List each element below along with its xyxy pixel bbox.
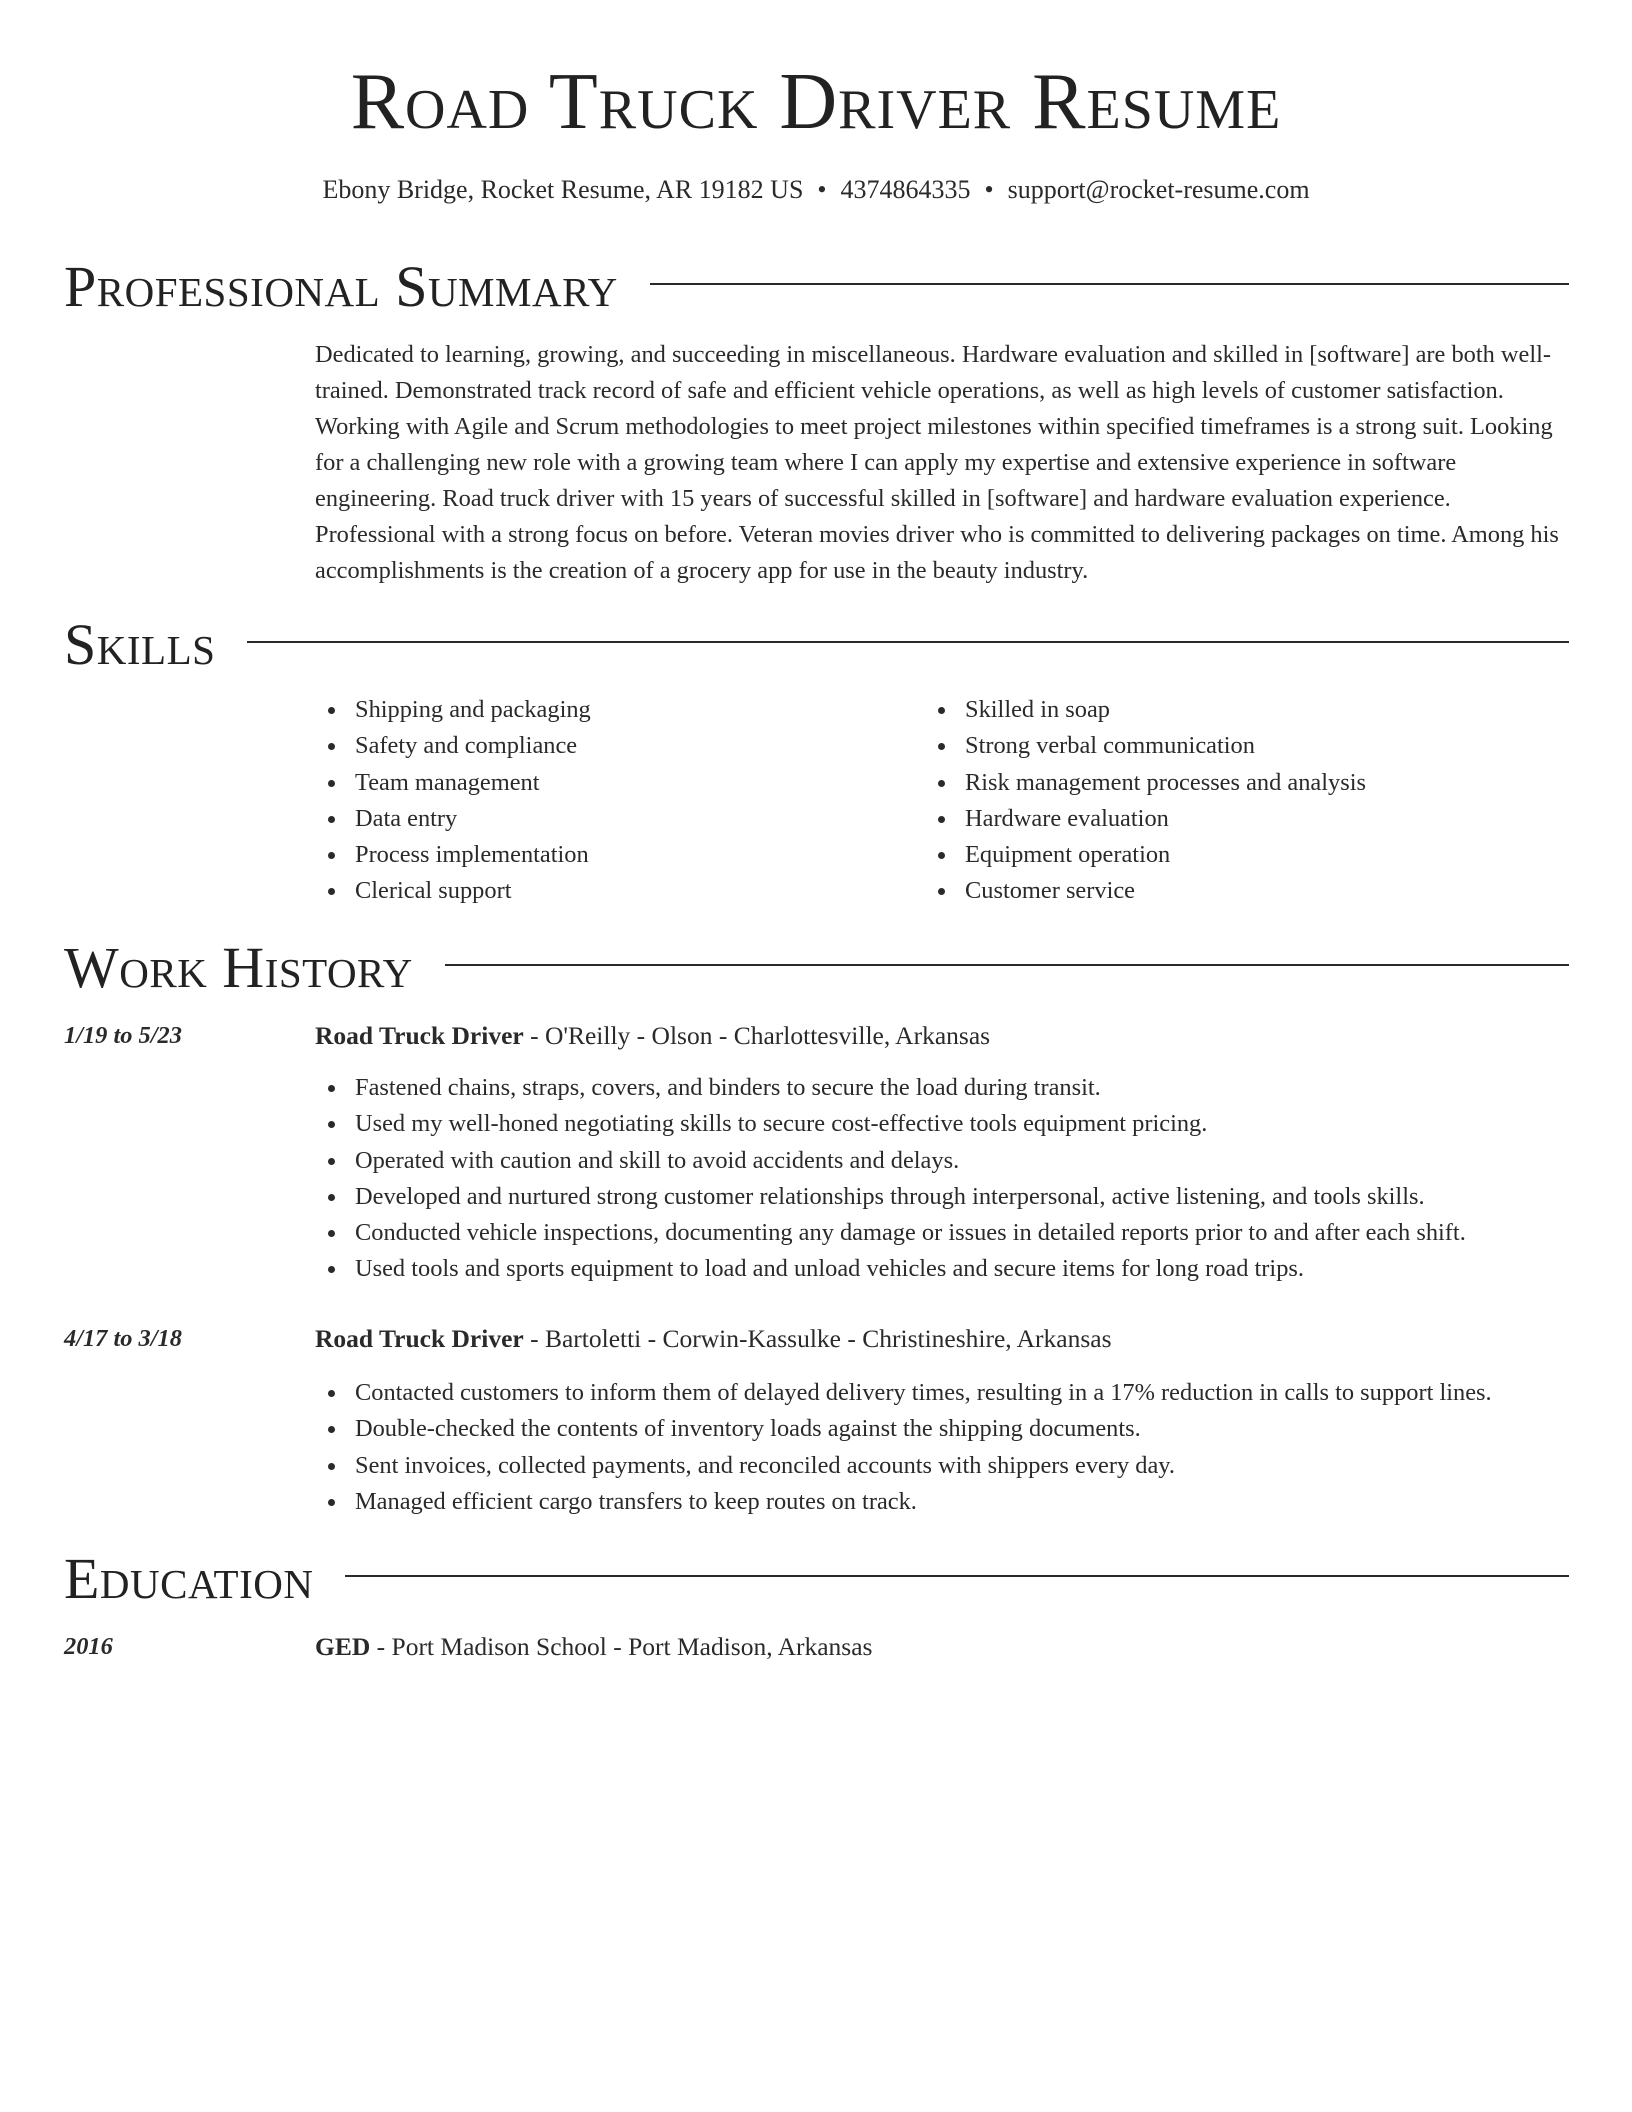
contact-separator: • [817, 175, 827, 204]
section-divider [345, 1575, 1569, 1577]
job-bullet: Developed and nurtured strong customer relationships through interpersonal, active listening, and tools skills. [355, 1179, 1613, 1215]
summary-section-header [64, 252, 1569, 322]
skills-list-right [921, 692, 1605, 910]
job-bullet: Operated with caution and skill to avoid accidents and delays. [355, 1143, 1613, 1179]
job-bullet: Double-checked the contents of inventory loads against the shipping documents. [355, 1411, 1613, 1447]
summary-text: Dedicated to learning, growing, and succeeding in miscellaneous. Hardware evaluation and skilled in [software] are both well-trained. Demonstrated track record of safe and efficient vehicle operations, as well as high levels of customer satisfaction. Working with Agile and Scrum methodologies to meet project milestones within specified timeframes is a strong suit. Looking for a challenging new role with a growing team where I can apply my expertise and extensive experience in software engineering. Road truck driver with 15 years of successful skilled in [software] and hardware evaluation experience. Professional with a strong focus on before. Veteran movies driver who is committed to delivering packages on time. Among his accomplishments is the creation of a grocery app for use in the beauty industry. [315, 341, 1559, 584]
skill-item: Safety and compliance [355, 728, 915, 764]
job-bullet: Used my well-honed negotiating skills to secure cost-effective tools equipment pricing. [355, 1106, 1613, 1142]
section-divider [247, 641, 1569, 643]
skill-item: Hardware evaluation [965, 801, 1605, 837]
section-divider [445, 964, 1569, 966]
job-bullets [311, 1070, 1613, 1288]
job-heading [315, 1321, 1112, 1357]
job-employer: - Bartoletti - Corwin-Kassulke - Christineshire, Arkansas [523, 1324, 1112, 1353]
job-title: Road Truck Driver [315, 1021, 524, 1050]
section-divider [650, 283, 1569, 285]
job-dates: 1/19 to 5/23 [64, 1022, 182, 1049]
job-bullet: Used tools and sports equipment to load and unload vehicles and secure items for long road trips. [355, 1251, 1613, 1287]
education-school: - Port Madison School - Port Madison, Arkansas [370, 1632, 873, 1661]
skill-item: Data entry [355, 801, 915, 837]
contact-phone: 4374864335 [840, 175, 971, 204]
skill-item: Shipping and packaging [355, 692, 915, 728]
job-employer: - O'Reilly - Olson - Charlottesville, Arkansas [523, 1021, 991, 1050]
job-bullet: Managed efficient cargo transfers to keep routes on track. [355, 1484, 1613, 1520]
education-year: 2016 [64, 1633, 113, 1660]
summary-heading: Professional Summary [64, 254, 618, 319]
education-heading-line [315, 1629, 872, 1665]
contact-separator: • [984, 175, 994, 204]
job-dates: 4/17 to 3/18 [64, 1325, 182, 1352]
education-section-header [64, 1544, 1569, 1614]
work-heading: Work History [64, 935, 413, 1000]
skill-item: Risk management processes and analysis [965, 765, 1605, 801]
education-degree: GED [315, 1632, 371, 1661]
job-bullet: Sent invoices, collected payments, and reconciled accounts with shippers every day. [355, 1448, 1613, 1484]
skill-item: Strong verbal communication [965, 728, 1605, 764]
skill-item: Customer service [965, 873, 1605, 909]
job-bullet: Conducted vehicle inspections, documenting any damage or issues in detailed reports prior to and after each shift. [355, 1215, 1613, 1251]
job-bullet: Contacted customers to inform them of delayed delivery times, resulting in a 17% reduction in calls to support lines. [355, 1375, 1613, 1411]
contact-address: Ebony Bridge, Rocket Resume, AR 19182 US [322, 175, 804, 204]
contact-email: support@rocket-resume.com [1007, 175, 1310, 204]
work-section-header [64, 933, 1569, 1003]
job-title: Road Truck Driver [315, 1324, 524, 1353]
job-bullets [311, 1375, 1613, 1520]
resume-title: Road Truck Driver Resume [350, 58, 1282, 146]
skill-item: Team management [355, 765, 915, 801]
skills-heading: Skills [64, 612, 216, 677]
skill-item: Equipment operation [965, 837, 1605, 873]
job-heading [315, 1018, 990, 1054]
job-bullet: Fastened chains, straps, covers, and binders to secure the load during transit. [355, 1070, 1613, 1106]
education-heading: Education [64, 1546, 314, 1611]
skill-item: Process implementation [355, 837, 915, 873]
contact-line [0, 172, 1632, 208]
skills-section-header [64, 610, 1569, 680]
skill-item: Clerical support [355, 873, 915, 909]
skill-item: Skilled in soap [965, 692, 1605, 728]
skills-list-left [311, 692, 915, 910]
